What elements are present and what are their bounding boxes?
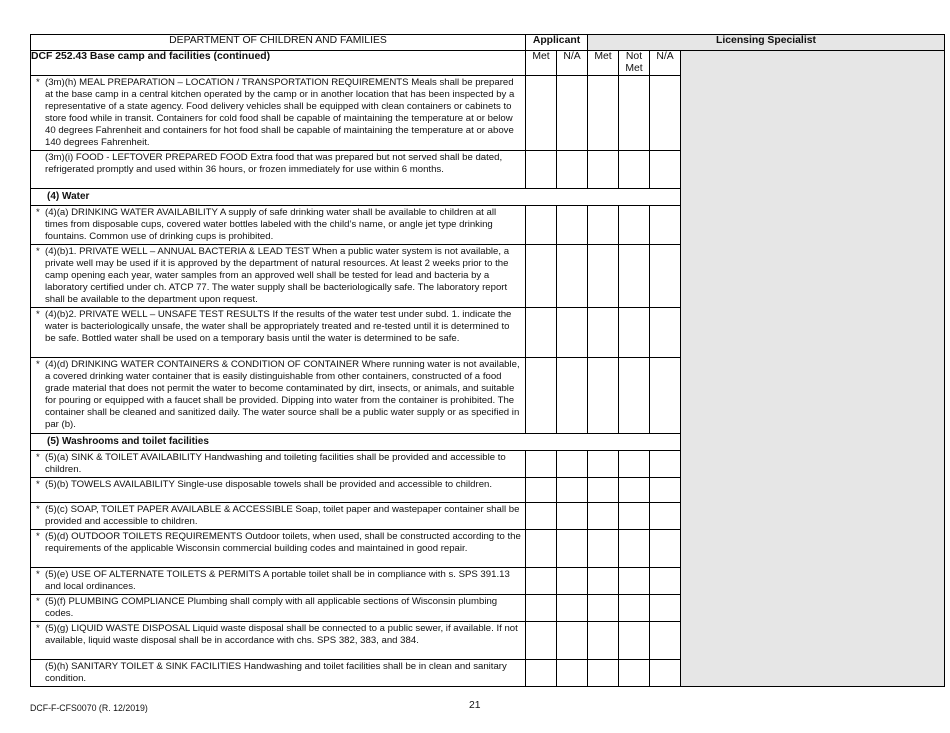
na-applicant-checkbox[interactable] [557, 660, 588, 687]
critical-marker: * [36, 531, 40, 542]
critical-marker: * [36, 504, 40, 515]
na-specialist-checkbox[interactable] [650, 206, 681, 245]
critical-marker: * [36, 246, 40, 257]
licensing-specialist-header: Licensing Specialist [588, 35, 945, 51]
na-applicant-checkbox[interactable] [557, 478, 588, 503]
met-applicant-checkbox[interactable] [526, 478, 557, 503]
met-applicant-checkbox[interactable] [526, 451, 557, 478]
na-specialist-checkbox[interactable] [650, 76, 681, 151]
requirement-text-cell [31, 245, 526, 308]
critical-marker: * [36, 309, 40, 320]
na-applicant-checkbox[interactable] [557, 530, 588, 568]
na-applicant-checkbox[interactable] [557, 595, 588, 622]
na-applicant-checkbox[interactable] [557, 308, 588, 358]
section-heading: (5) Washrooms and toilet facilities [31, 434, 681, 451]
critical-marker: * [36, 452, 40, 463]
requirement-text: (3m)(h) MEAL PREPARATION – LOCATION / TRANSPORTATION REQUIREMENTS Meals shall be prepared at the base camp in a central kitchen operated by the camp or in another location that has been inspected by a representative of a state agency. Food delivery vehicles shall be equipped with clean containers or cabinets to store food while in transit. Containers for cold food shall be capable of maintaining the temperature at or below 40 degrees Fahrenheit and containers for hot food shall be capable of maintaining the temperature at or above 140 degrees Fahrenheit. [45, 77, 515, 148]
department-header: DEPARTMENT OF CHILDREN AND FAMILIES [31, 35, 526, 51]
met-applicant-checkbox[interactable] [526, 595, 557, 622]
requirement-text: (5)(g) LIQUID WASTE DISPOSAL Liquid waste disposal shall be connected to a public sewer, if available. If not available, liquid waste disposal shall be in accordance with chs. SPS 382, 383, and 384. [45, 623, 518, 646]
met-applicant-checkbox[interactable] [526, 206, 557, 245]
na-applicant-checkbox[interactable] [557, 503, 588, 530]
specialist-notes-area [681, 51, 945, 687]
na-specialist-checkbox[interactable] [650, 308, 681, 358]
requirement-text: (5)(a) SINK & TOILET AVAILABILITY Handwashing and toileting facilities shall be provided and accessible to children. [45, 452, 506, 475]
met-specialist-checkbox[interactable] [588, 530, 619, 568]
na-specialist-checkbox[interactable] [650, 245, 681, 308]
met-applicant-checkbox[interactable] [526, 308, 557, 358]
not-met-checkbox[interactable] [619, 245, 650, 308]
not-met-checkbox[interactable] [619, 595, 650, 622]
critical-marker: * [36, 77, 40, 88]
na-applicant-checkbox[interactable] [557, 151, 588, 189]
met-applicant-checkbox[interactable] [526, 660, 557, 687]
na-specialist-checkbox[interactable] [650, 358, 681, 434]
form-id: DCF-F-CFS0070 (R. 12/2019) [30, 703, 148, 713]
critical-marker: * [36, 359, 40, 370]
requirement-text-cell [31, 568, 526, 595]
met-applicant-checkbox[interactable] [526, 151, 557, 189]
not-met-checkbox[interactable] [619, 478, 650, 503]
met-applicant-checkbox[interactable] [526, 76, 557, 151]
requirement-text-cell [31, 151, 526, 189]
applicant-header: Applicant [526, 35, 588, 51]
na-applicant-checkbox[interactable] [557, 206, 588, 245]
met-specialist-checkbox[interactable] [588, 622, 619, 660]
checklist-table [30, 34, 945, 687]
not-met-checkbox[interactable] [619, 503, 650, 530]
requirement-text-cell [31, 595, 526, 622]
requirement-text-cell [31, 451, 526, 478]
met-specialist-checkbox[interactable] [588, 206, 619, 245]
met-specialist-checkbox[interactable] [588, 660, 619, 687]
met-specialist-checkbox[interactable] [588, 308, 619, 358]
met-specialist-checkbox[interactable] [588, 358, 619, 434]
column-na-applicant: N/A [557, 51, 588, 76]
na-applicant-checkbox[interactable] [557, 568, 588, 595]
critical-marker: * [36, 596, 40, 607]
not-met-checkbox[interactable] [619, 151, 650, 189]
na-applicant-checkbox[interactable] [557, 451, 588, 478]
requirement-text-cell [31, 660, 526, 687]
not-met-checkbox[interactable] [619, 358, 650, 434]
na-specialist-checkbox[interactable] [650, 660, 681, 687]
na-specialist-checkbox[interactable] [650, 622, 681, 660]
requirement-text-cell [31, 478, 526, 503]
not-met-checkbox[interactable] [619, 568, 650, 595]
na-specialist-checkbox[interactable] [650, 503, 681, 530]
requirement-text: (5)(h) SANITARY TOILET & SINK FACILITIES Handwashing and toilet facilities shall be in clean and sanitary condition. [45, 661, 507, 684]
requirement-text: (4)(b)2. PRIVATE WELL – UNSAFE TEST RESULTS If the results of the water test under subd. 1. indicate the water is bacteriologically unsafe, the water shall be appropriately treated and re-tested until it is determined to be safe. Bottled water shall be used on a temporary basis until the water is determined to be safe. [45, 309, 512, 344]
critical-marker: * [36, 623, 40, 634]
column-met-applicant: Met [526, 51, 557, 76]
not-met-checkbox[interactable] [619, 308, 650, 358]
requirement-text: (4)(b)1. PRIVATE WELL – ANNUAL BACTERIA & LEAD TEST When a public water system is not available, a private well may be used if it is approved by the department of natural resources. At least 2 weeks prior to the camp opening each year, water samples from an approved well shall be tested for lead and bacteria by a laboratory certified under ch. ATCP 77. The water supply shall be bacteriologically safe. The laboratory report shall be available to the department upon request. [45, 246, 510, 305]
critical-marker: * [36, 207, 40, 218]
met-applicant-checkbox[interactable] [526, 622, 557, 660]
requirement-text: (5)(b) TOWELS AVAILABILITY Single-use disposable towels shall be provided and accessible to children. [45, 479, 493, 490]
met-applicant-checkbox[interactable] [526, 245, 557, 308]
requirement-text-cell [31, 206, 526, 245]
column-met-specialist: Met [588, 51, 619, 76]
column-not-met: Not Met [619, 51, 650, 76]
not-met-checkbox[interactable] [619, 76, 650, 151]
requirement-text-cell [31, 76, 526, 151]
met-applicant-checkbox[interactable] [526, 530, 557, 568]
requirement-text: (4)(d) DRINKING WATER CONTAINERS & CONDITION OF CONTAINER Where running water is not available, a covered drinking water container that is easily distinguishable from other containers, constructed of a food grade material that does not permit the water to become contaminated by dirt, insects, or animals, and suitable for pouring or equipped with a faucet shall be provided. Dipping into water from the container is prohibited. The container shall be cleaned and sanitized daily. The water source shall be a public water supply or as specified in par (b). [45, 359, 520, 430]
requirement-text: (5)(d) OUTDOOR TOILETS REQUIREMENTS Outdoor toilets, when used, shall be constructed according to the requirements of the applicable Wisconsin commercial building codes and maintained in good repair. [45, 531, 521, 554]
na-applicant-checkbox[interactable] [557, 622, 588, 660]
requirement-text: (4)(a) DRINKING WATER AVAILABILITY A supply of safe drinking water shall be available to children at all times from disposable cups, covered water bottles labeled with the child’s name, or angle jet type drinking fountains. Common use of drinking cups is prohibited. [45, 207, 497, 242]
met-specialist-checkbox[interactable] [588, 151, 619, 189]
not-met-checkbox[interactable] [619, 622, 650, 660]
met-specialist-checkbox[interactable] [588, 568, 619, 595]
column-na-specialist: N/A [650, 51, 681, 76]
met-specialist-checkbox[interactable] [588, 76, 619, 151]
na-applicant-checkbox[interactable] [557, 76, 588, 151]
requirement-text-cell [31, 308, 526, 358]
section-heading: (4) Water [31, 189, 681, 206]
critical-marker: * [36, 569, 40, 580]
na-specialist-checkbox[interactable] [650, 530, 681, 568]
critical-marker: * [36, 479, 40, 490]
met-specialist-checkbox[interactable] [588, 478, 619, 503]
requirement-text-cell [31, 358, 526, 434]
na-applicant-checkbox[interactable] [557, 245, 588, 308]
not-met-checkbox[interactable] [619, 660, 650, 687]
na-applicant-checkbox[interactable] [557, 358, 588, 434]
na-specialist-checkbox[interactable] [650, 595, 681, 622]
met-applicant-checkbox[interactable] [526, 358, 557, 434]
met-applicant-checkbox[interactable] [526, 503, 557, 530]
requirement-text: (5)(c) SOAP, TOILET PAPER AVAILABLE & ACCESSIBLE Soap, toilet paper and wastepaper container shall be provided and accessible to children. [45, 504, 520, 527]
not-met-checkbox[interactable] [619, 206, 650, 245]
met-applicant-checkbox[interactable] [526, 568, 557, 595]
requirement-text: (5)(e) USE OF ALTERNATE TOILETS & PERMITS A portable toilet shall be in compliance with s. SPS 391.13 and local ordinances. [45, 569, 510, 592]
requirement-text: (5)(f) PLUMBING COMPLIANCE Plumbing shall comply with all applicable sections of Wisconsin plumbing codes. [45, 596, 498, 619]
page-number: 21 [469, 700, 481, 711]
not-met-checkbox[interactable] [619, 530, 650, 568]
requirement-text-cell [31, 530, 526, 568]
na-specialist-checkbox[interactable] [650, 478, 681, 503]
na-specialist-checkbox[interactable] [650, 151, 681, 189]
met-specialist-checkbox[interactable] [588, 451, 619, 478]
na-specialist-checkbox[interactable] [650, 451, 681, 478]
met-specialist-checkbox[interactable] [588, 503, 619, 530]
met-specialist-checkbox[interactable] [588, 245, 619, 308]
section-title: DCF 252.43 Base camp and facilities (continued) [31, 51, 526, 76]
requirement-text-cell [31, 622, 526, 660]
requirement-text: (3m)(i) FOOD - LEFTOVER PREPARED FOOD Extra food that was prepared but not served shall be dated, refrigerated promptly and used within 36 hours, or frozen immediately for use within 6 months. [45, 152, 503, 175]
na-specialist-checkbox[interactable] [650, 568, 681, 595]
met-specialist-checkbox[interactable] [588, 595, 619, 622]
not-met-checkbox[interactable] [619, 451, 650, 478]
requirement-text-cell [31, 503, 526, 530]
